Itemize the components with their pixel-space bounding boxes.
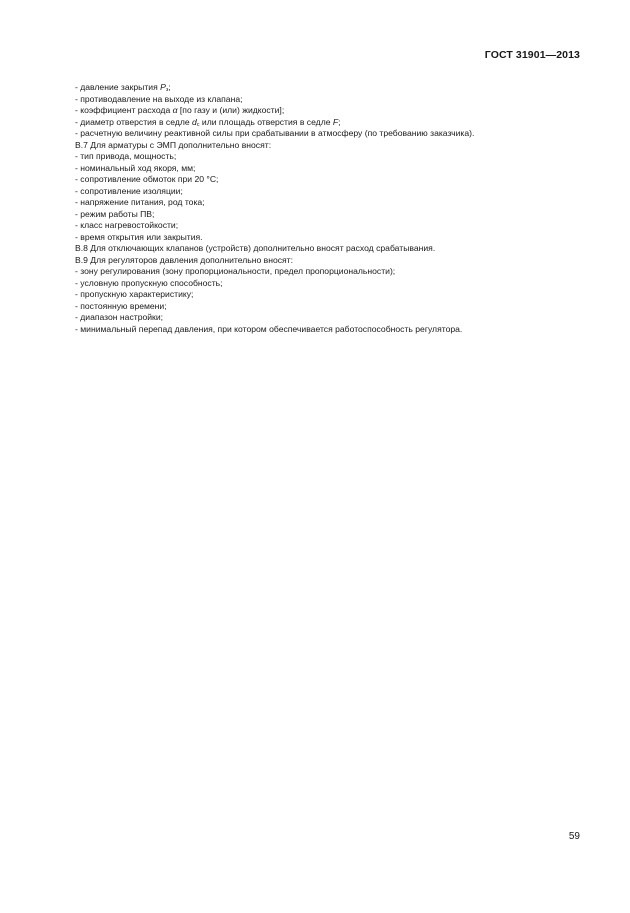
document-code: ГОСТ 31901—2013 bbox=[484, 49, 580, 61]
list-item: - напряжение питания, род тока; bbox=[75, 197, 205, 207]
list-item: - пропускную характеристику; bbox=[75, 289, 194, 299]
section-heading: В.9 Для регуляторов давления дополнительно вносят: bbox=[75, 254, 294, 265]
list-item: - режим работы ПВ; bbox=[75, 208, 155, 219]
list-item: - давление закрытия $P_з$; bbox=[75, 82, 171, 93]
list-item: - тип привода, мощность; bbox=[75, 151, 177, 161]
list-item: - противодавление на выходе из клапана; bbox=[75, 93, 243, 104]
section-heading: В.8 Для отключающих клапанов (устройств) дополнительно вносят расход срабатывания. bbox=[75, 243, 436, 253]
list-item: - диапазон настройки; bbox=[75, 312, 164, 322]
list-item: - зону регулирования (зону пропорциональности, предел пропорциональности); bbox=[75, 266, 396, 276]
list-item: - время открытия или закрытия. bbox=[75, 231, 203, 242]
list-item: - минимальный перепад давления, при котором обеспечивается работоспособность регулятора. bbox=[75, 323, 463, 334]
page-number: 59 bbox=[568, 831, 580, 842]
section-heading: В.7 Для арматуры с ЭМП дополнительно вносят: bbox=[75, 139, 272, 150]
list-item: - постоянную времени; bbox=[75, 300, 167, 311]
list-item: - условную пропускную способность; bbox=[75, 277, 223, 288]
list-item: - сопротивление изоляции; bbox=[75, 185, 183, 196]
list-item: - класс нагревостойкости; bbox=[75, 220, 179, 230]
list-item: - коэффициент расхода α [по газу и (или) жидкости]; bbox=[75, 105, 285, 115]
list-item: - сопротивление обмоток при 20 °С; bbox=[75, 174, 219, 184]
list-item: - номинальный ход якоря, мм; bbox=[75, 162, 196, 173]
list-item: - диаметр отверстия в седле $d_с$ или площадь отверстия в седле F; bbox=[75, 116, 341, 128]
list-item: - расчетную величину реактивной силы при срабатывании в атмосферу (по требованию заказчика). bbox=[75, 128, 475, 138]
page-body bbox=[75, 82, 575, 335]
